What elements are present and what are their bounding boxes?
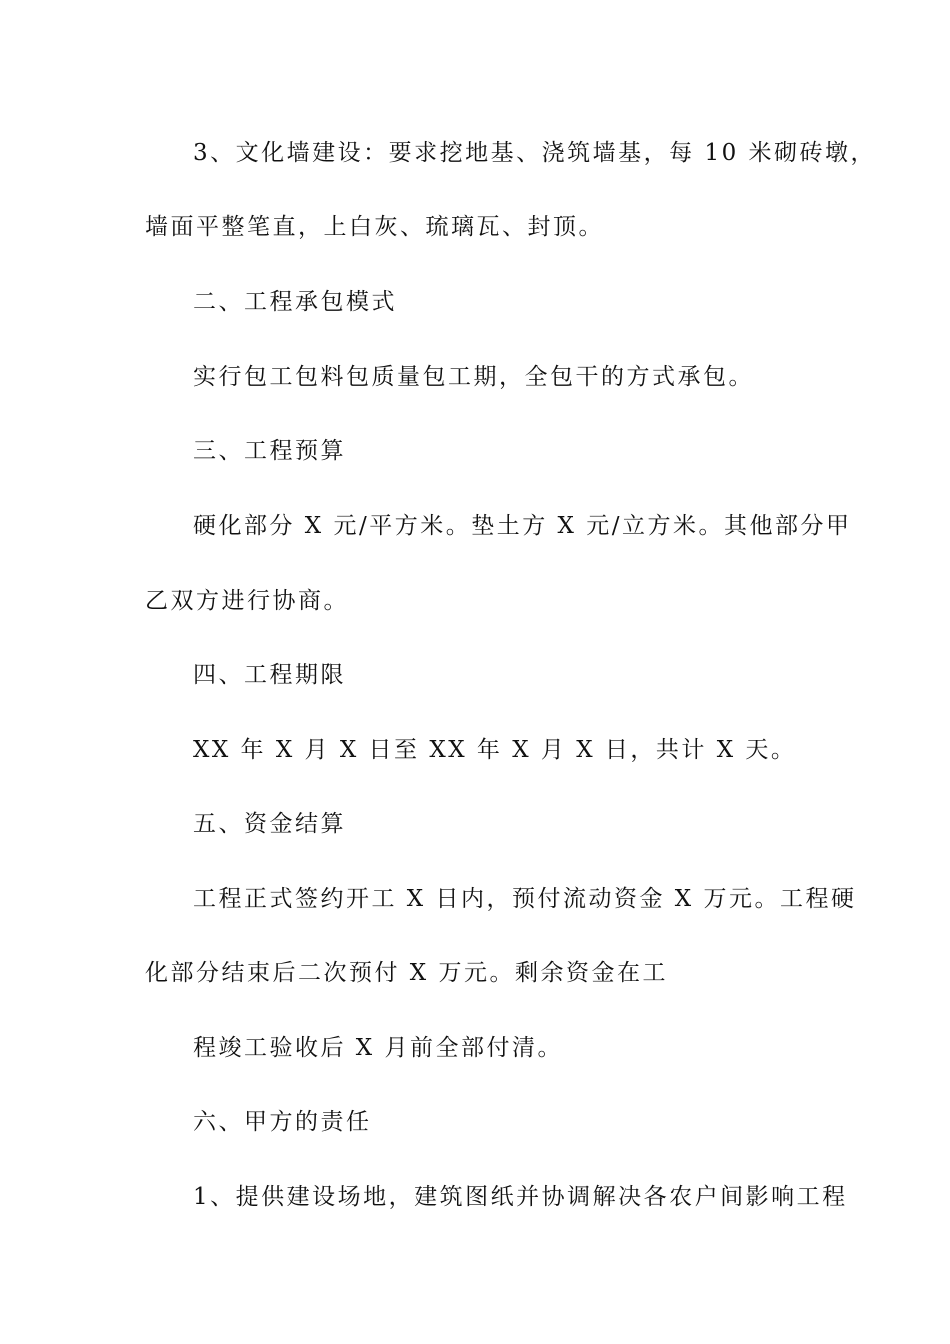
- paragraph-line: 化部分结束后二次预付 X 万元。剩余资金在工: [145, 960, 668, 986]
- section-heading: 六、甲方的责任: [193, 1109, 372, 1135]
- paragraph-line: 硬化部分 X 元/平方米。垫土方 X 元/立方米。其他部分甲: [193, 513, 852, 539]
- section-heading: 四、工程期限: [193, 662, 346, 688]
- section-heading: 三、工程预算: [193, 438, 346, 464]
- paragraph-line: 实行包工包料包质量包工期，全包干的方式承包。: [193, 364, 754, 390]
- section-heading: 五、资金结算: [193, 811, 346, 837]
- paragraph-line: 程竣工验收后 X 月前全部付清。: [193, 1035, 563, 1061]
- paragraph-line: XX 年 X 月 X 日至 XX 年 X 月 X 日，共计 X 天。: [193, 737, 797, 763]
- section-heading: 二、工程承包模式: [193, 289, 397, 315]
- paragraph-line: 3、文化墙建设：要求挖地基、浇筑墙基，每 10 米砌砖墩，: [193, 140, 877, 166]
- paragraph-line: 1、提供建设场地，建筑图纸并协调解决各农户间影响工程: [193, 1184, 848, 1210]
- paragraph-line: 乙双方进行协商。: [145, 588, 349, 614]
- paragraph-line: 墙面平整笔直，上白灰、琉璃瓦、封顶。: [145, 214, 604, 240]
- paragraph-line: 工程正式签约开工 X 日内，预付流动资金 X 万元。工程硬: [193, 886, 857, 912]
